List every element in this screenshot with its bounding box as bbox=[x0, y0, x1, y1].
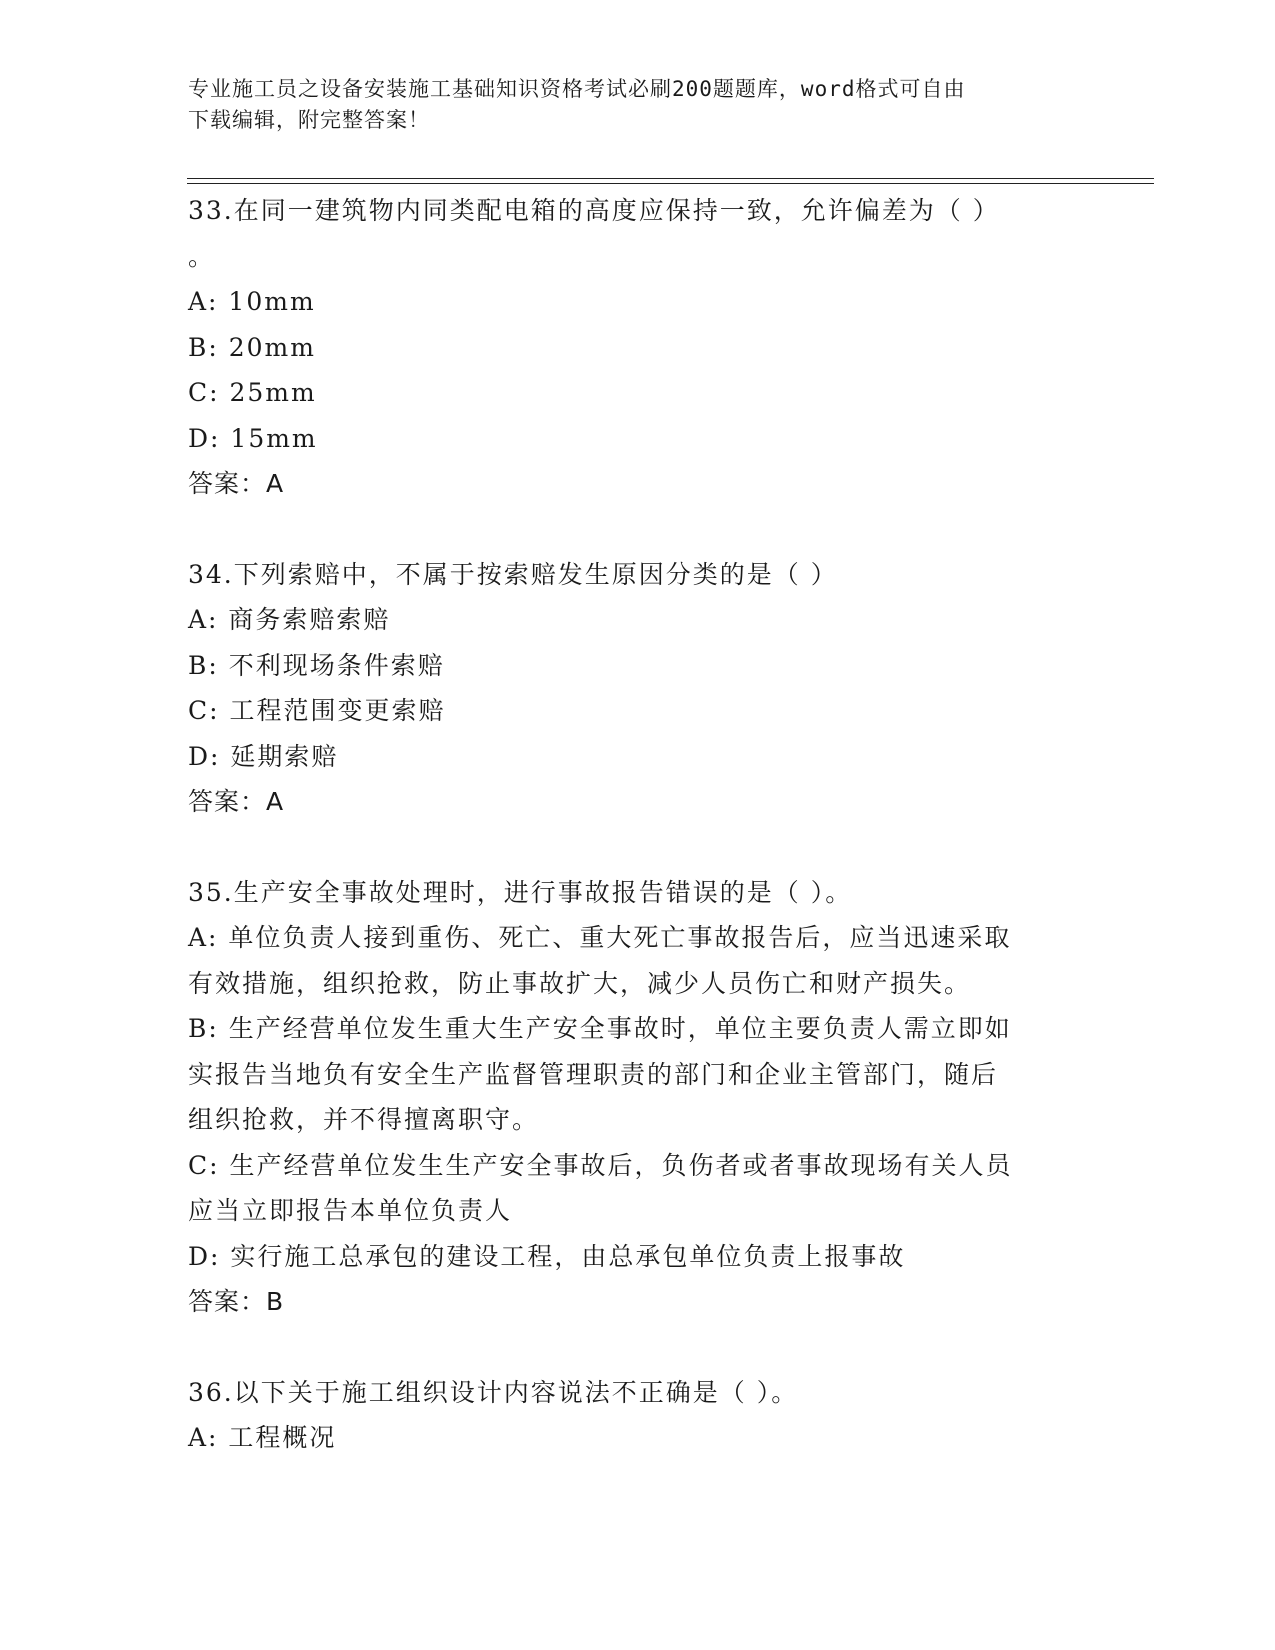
question-stem-continued: 。 bbox=[188, 241, 216, 271]
option-a: A: 工程概况 bbox=[188, 1423, 337, 1452]
option-d: D: 15mm bbox=[188, 423, 318, 453]
question-36 bbox=[188, 1370, 1088, 1461]
option-c: C: 生产经营单位发生生产安全事故后，负伤者或者事故现场有关人员 bbox=[188, 1150, 1013, 1180]
question-35 bbox=[188, 870, 1088, 1325]
question-stem: 36.以下关于施工组织设计内容说法不正确是（ ）。 bbox=[188, 1377, 799, 1407]
option-b-continued: 组织抢救，并不得擅离职守。 bbox=[188, 1105, 540, 1134]
option-c-continued: 应当立即报告本单位负责人 bbox=[188, 1196, 513, 1225]
answer: 答案：A bbox=[188, 469, 285, 498]
header-line-2: 下载编辑，附完整答案！ bbox=[188, 108, 430, 132]
option-c: C: 25mm bbox=[188, 378, 317, 407]
option-d: D: 实行施工总承包的建设工程，由总承包单位负责上报事故 bbox=[188, 1241, 906, 1271]
header-line-1: 专业施工员之设备安装施工基础知识资格考试必刷200题题库，word格式可自由 bbox=[188, 77, 966, 101]
document-header bbox=[188, 74, 1068, 136]
option-d: D: 延期索赔 bbox=[188, 741, 339, 771]
question-33 bbox=[188, 188, 1088, 507]
header-rule-bottom bbox=[187, 183, 1154, 184]
option-c: C: 工程范围变更索赔 bbox=[188, 696, 446, 725]
option-b: B: 不利现场条件索赔 bbox=[188, 650, 445, 680]
option-a: A: 单位负责人接到重伤、死亡、重大死亡事故报告后，应当迅速采取 bbox=[188, 923, 1012, 952]
option-a: A: 10mm bbox=[188, 287, 316, 316]
option-b-continued: 实报告当地负有安全生产监督管理职责的部门和企业主管部门，随后 bbox=[188, 1059, 999, 1089]
option-b: B: 生产经营单位发生重大生产安全事故时，单位主要负责人需立即如 bbox=[188, 1014, 1012, 1043]
question-34 bbox=[188, 552, 1088, 825]
question-stem: 35.生产安全事故处理时，进行事故报告错误的是（ ）。 bbox=[188, 877, 853, 907]
option-a-continued: 有效措施，组织抢救，防止事故扩大，减少人员伤亡和财产损失。 bbox=[188, 968, 972, 998]
option-a: A: 商务索赔索赔 bbox=[188, 605, 391, 634]
question-list bbox=[188, 188, 1088, 1461]
option-b: B: 20mm bbox=[188, 332, 316, 362]
answer: 答案：A bbox=[188, 787, 285, 816]
question-stem: 33.在同一建筑物内同类配电箱的高度应保持一致，允许偏差为（ ） bbox=[188, 196, 1000, 225]
header-rule-top bbox=[187, 178, 1154, 179]
question-stem: 34.下列索赔中，不属于按索赔发生原因分类的是（ ） bbox=[188, 559, 838, 589]
answer: 答案：B bbox=[188, 1287, 285, 1316]
